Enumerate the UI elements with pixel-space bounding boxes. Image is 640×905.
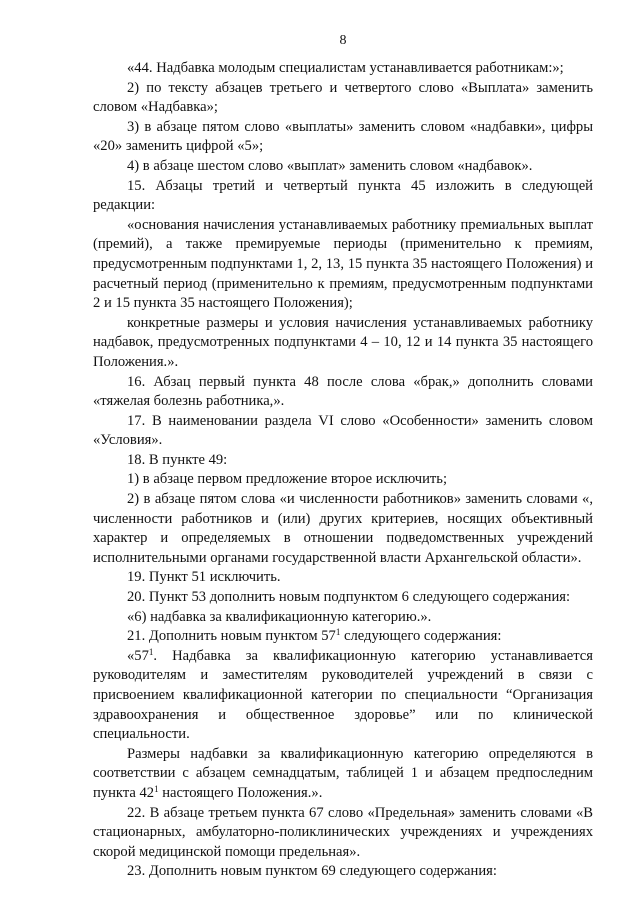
paragraph: 4) в абзаце шестом слово «выплат» заменить словом «надбавок».: [127, 157, 533, 174]
document-body: [93, 59, 593, 882]
paragraph: 15. Абзацы третий и четвертый пункта 45 изложить в следующей редакции:: [93, 177, 593, 214]
text-run: . Надбавка за квалификационную категорию устанавливается руководителям и заместителям руководителей учреждений в связи с присвоением квалификационной категории по специальности “Организация здравоохранения и общественное здоровье” или по клинической специальности.: [93, 647, 593, 743]
paragraph: 18. В пункте 49:: [127, 451, 228, 468]
paragraph: «44. Надбавка молодым специалистам устанавливается работникам:»;: [127, 60, 564, 76]
paragraph: 16. Абзац первый пункта 48 после слова «брак,» дополнить словами «тяжелая болезнь работника,».: [93, 373, 593, 410]
paragraph: [93, 745, 593, 804]
superscript: 1: [335, 627, 341, 638]
paragraph: 20. Пункт 53 дополнить новым подпунктом 6 следующего содержания:: [127, 589, 571, 606]
paragraph: 23. Дополнить новым пунктом 69 следующего содержания:: [127, 863, 497, 880]
document-page: [93, 0, 593, 905]
paragraph: [93, 647, 593, 745]
superscript: 1: [148, 646, 154, 657]
paragraph: 22. В абзаце третьем пункта 67 слово «Предельная» заменить словами «В стационарных, амбулаторно-поликлинических учреждениях и учреждениях скорой медицинской помощи предельная».: [93, 804, 593, 860]
text-run: Размеры надбавки за квалификационную категорию определяются в соответствии с абзацем семнадцатым, таблицей 1 и абзацем предпоследним пункта 42: [93, 745, 593, 801]
paragraph: «6) надбавка за квалификационную категорию.».: [127, 608, 432, 625]
paragraph: [93, 627, 593, 647]
paragraph: 3) в абзаце пятом слово «выплаты» заменить словом «надбавки», цифры «20» заменить цифрой «5»;: [93, 118, 593, 155]
paragraph: 1) в абзаце первом предложение второе исключить;: [127, 471, 447, 488]
paragraph: 17. В наименовании раздела VI слово «Особенности» заменить словом «Условия».: [93, 412, 593, 449]
paragraph: 2) в абзаце пятом слова «и численности работников» заменить словами «, численности работников и (или) других критериев, носящих объективный характер и определяемых в отношении подведомственных учреждений исполнительными органами государственной власти Архангельской области».: [93, 491, 593, 566]
text-run: настоящего Положения.».: [158, 784, 323, 801]
text-run: 21. Дополнить новым пунктом 57: [127, 628, 336, 645]
paragraph: 19. Пункт 51 исключить.: [127, 569, 281, 586]
paragraph: «основания начисления устанавливаемых работнику премиальных выплат (премий), а также премируемые периоды (применительно к премиям, предусмотренным подпунктами 1, 2, 13, 15 пункта 35 настоящего Положения) и расчетный период (применительно к премиям, предусмотренным подпунктами 2 и 15 пункта 35 настоящего Положения);: [93, 216, 593, 312]
paragraph: 2) по тексту абзацев третьего и четвертого слово «Выплата» заменить словом «Надбавка»;: [93, 79, 593, 116]
text-run: следующего содержания:: [340, 628, 502, 645]
page-number: 8: [339, 33, 347, 48]
text-run: «57: [127, 647, 149, 664]
paragraph: конкретные размеры и условия начисления устанавливаемых работнику надбавок, предусмотренных подпунктами 4 – 10, 12 и 14 пункта 35 настоящего Положения.».: [93, 314, 593, 370]
superscript: 1: [154, 783, 159, 794]
